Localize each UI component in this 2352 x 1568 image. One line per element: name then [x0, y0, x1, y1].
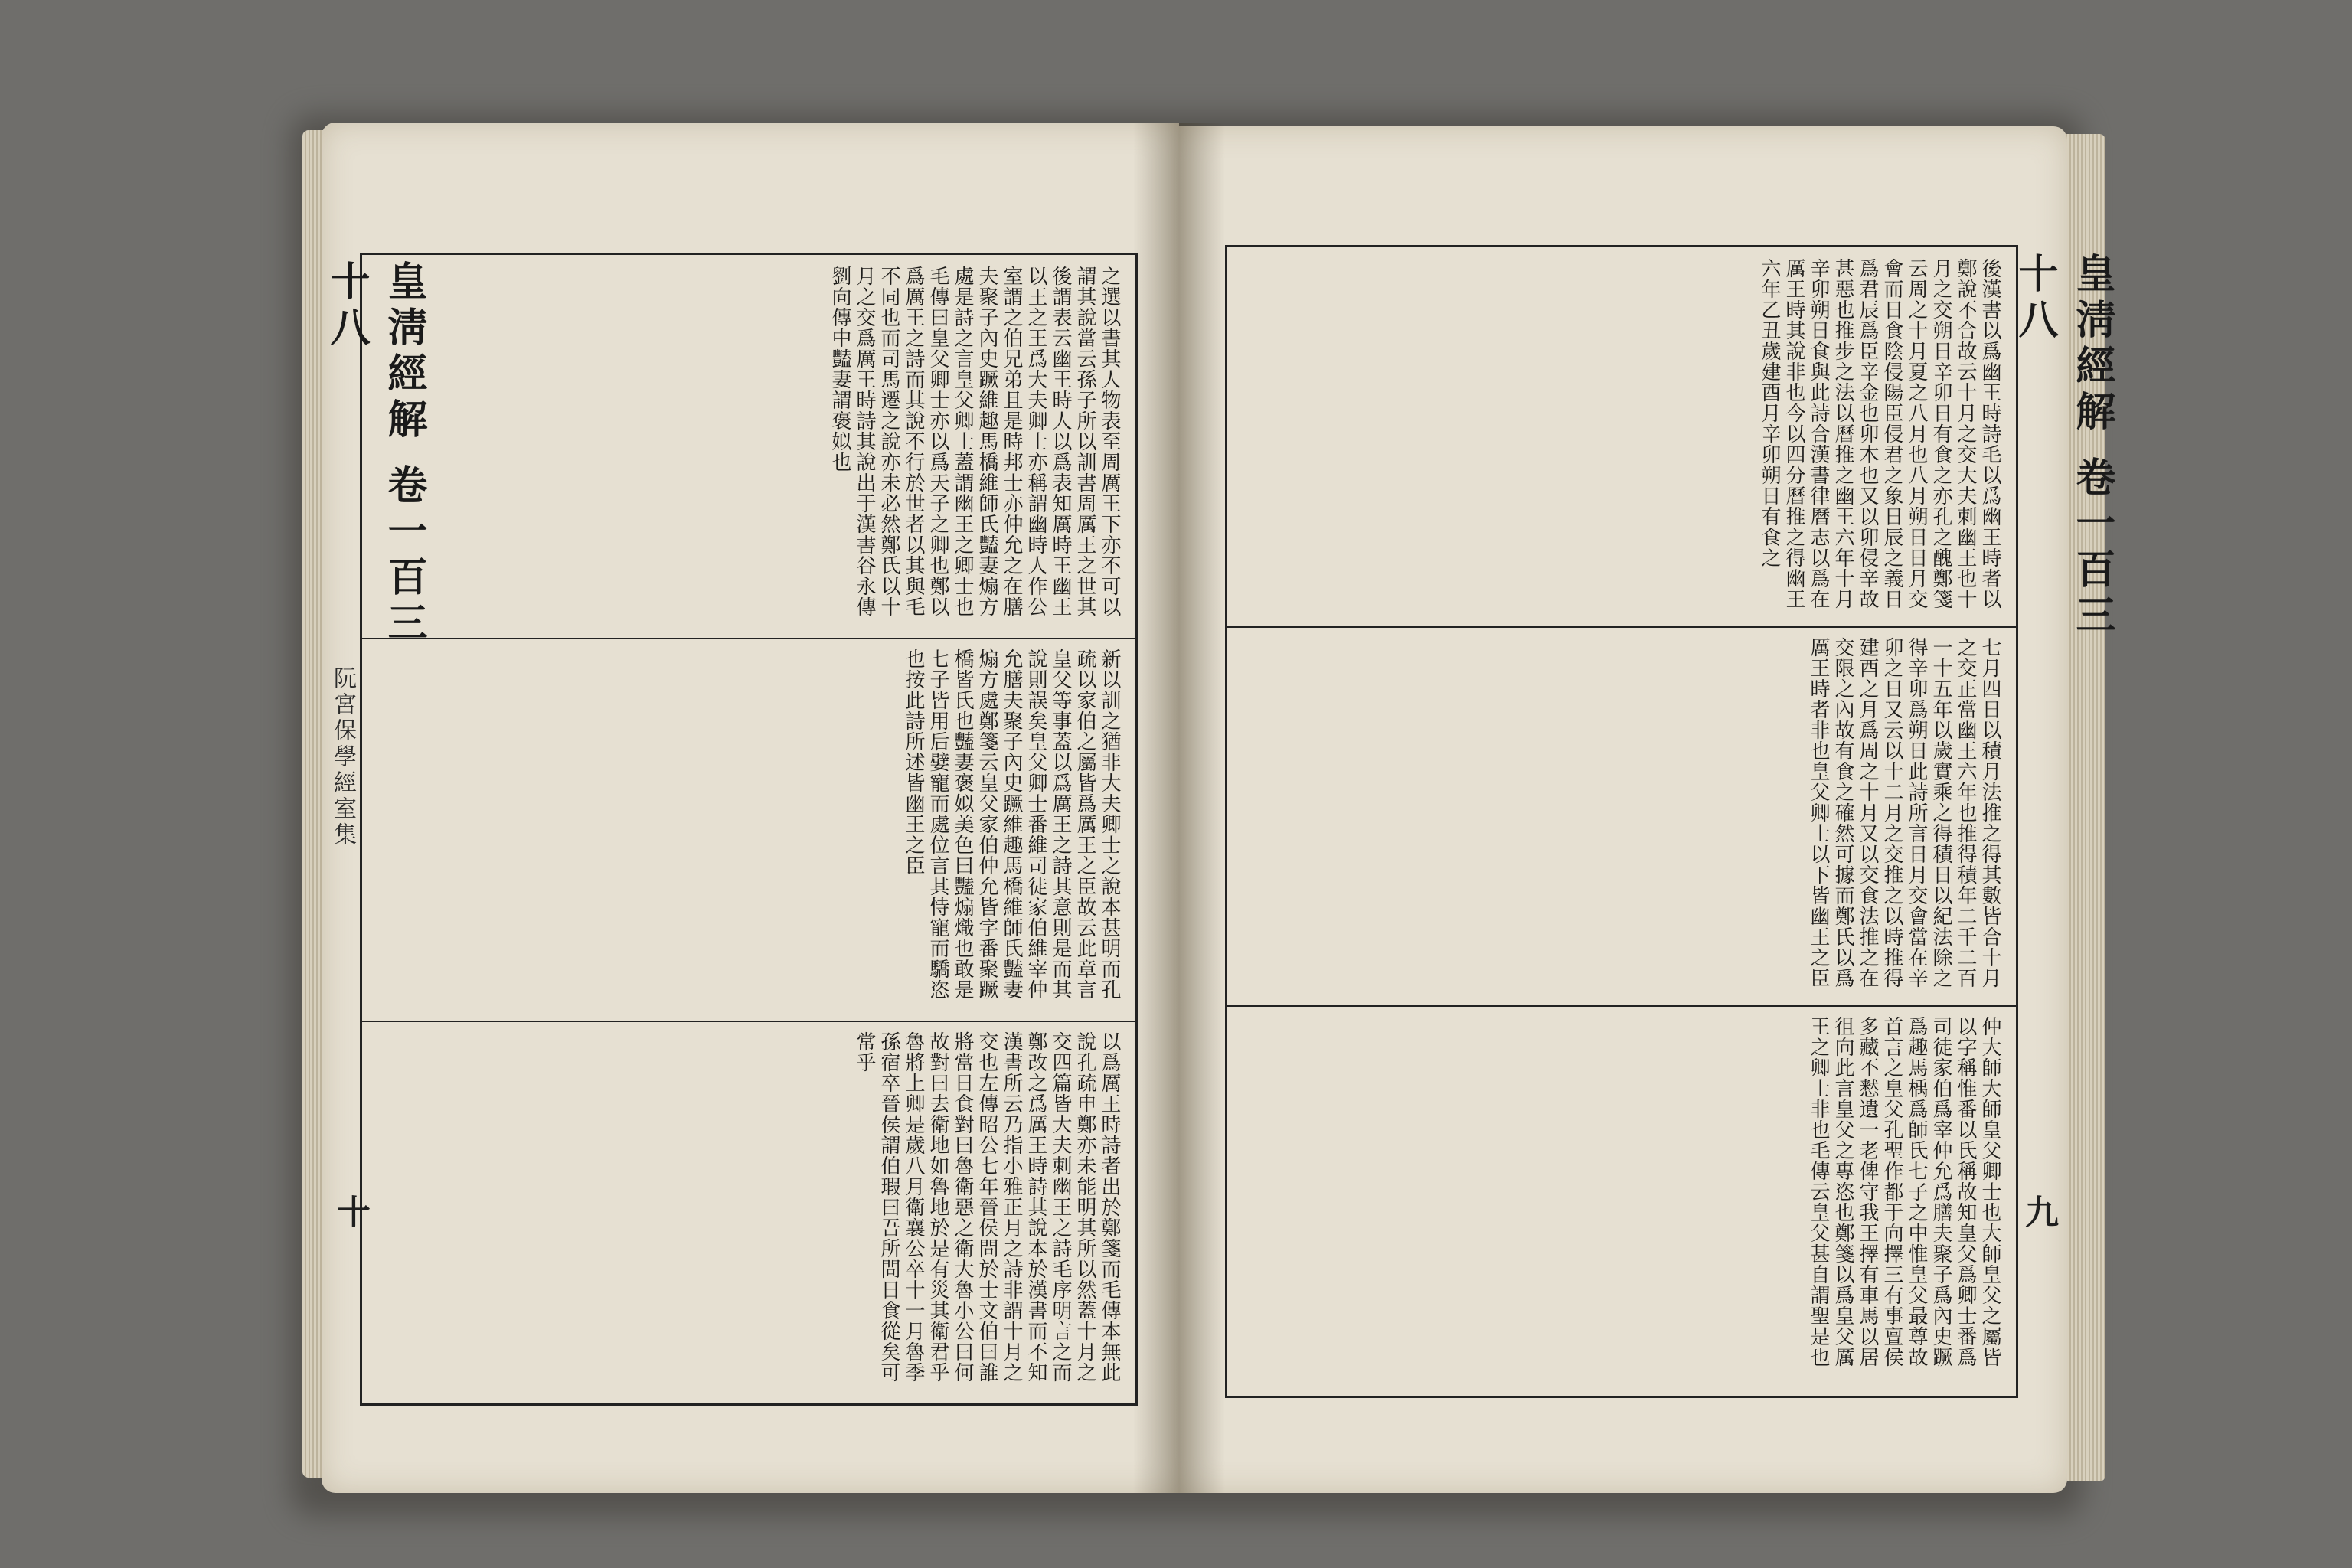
left-page-frame	[360, 253, 1138, 1406]
left-library-mark: 阮宮保學經室集	[329, 666, 356, 848]
right-spine-title: 皇淸經解 卷一百三十八	[2011, 253, 2115, 641]
right-bottom-tier-text: 仲大師大師皇父卿士也大師皇父之屬皆以字稱惟番以氏稱故知皇父爲卿士番爲司徒家伯爲宰仲允爲膳夫聚子爲內史蹶爲趣馬楀爲師氏七子之中惟皇父最尊故首言之皇父孔聖作都于向擇三有事亶侯多藏不慭遺一老俾守我王擇有車馬以居徂向此言皇父之專恣也鄭箋以爲皇父厲王之卿士非也毛傳云皇父甚自謂聖是也	[1807, 1016, 2001, 1367]
left-tier-rule-2	[362, 1021, 1135, 1022]
left-folio-number: 十	[331, 1194, 370, 1228]
left-top-tier-text: 之選以書其人物表至周厲王下亦不可以謂其說當云孫子所以訓書周厲王之世其後謂表云幽王時人以爲表知厲時王幽王以王之王爲大夫卿士亦稱謂幽時人作公室謂之伯兄弟且是時邦士亦仲允之在膳夫聚子內史蹶維趣馬橋維師氏豔妻煽方處是詩之言皇父卿士蓋謂幽王之卿士也毛傳曰皇父卿士亦以爲天子之卿也鄭以爲厲王之詩而其說不行於世者以其與毛不同也而司馬遷之說亦未必然鄭氏以十月之交爲厲王時詩其說出于漢書谷永傳劉向傳中豔妻謂褒姒也	[828, 266, 1121, 617]
left-bottom-tier-text: 以爲厲王時詩者出於鄭箋而毛傳本無此說孔疏申鄭亦未能明其所以然蓋十月之交四篇皆大夫刺幽王之詩毛序明言之而鄭改之爲厲王時詩其說本於漢書而不知漢書所云乃指小雅正月之詩非謂十月之交也左傳昭公七年晉侯問於士文伯曰誰將當日食對曰魯衛惡之衛大魯小公曰何故對曰去衛地如魯地於是有災其衛君乎魯將上卿是歲八月衛襄公卒十一月魯季孫宿卒晉侯謂伯瑕曰吾所問日食從矣可常乎	[853, 1031, 1121, 1383]
left-tier-rule-1	[362, 638, 1135, 639]
left-spine-title: 皇淸經解 卷一百三十八	[323, 260, 427, 648]
left-middle-tier-text: 新以訓之猶非大夫卿士之說本甚明而孔疏以家伯之屬皆爲厲王之臣故云此章言皇父等事蓋以爲厲王之詩其意則是而其說則誤矣皇父卿士番維司徒家伯維宰仲允膳夫聚子內史蹶維趣馬橋維師氏豔妻煽方處鄭箋云皇父家伯仲允皆字番聚蹶橋皆氏也豔妻褒姒美色曰豔煽熾也敢是七子皆用后嬖寵而處位言其恃寵而驕恣也按此詩所述皆幽王之臣	[902, 648, 1121, 1000]
right-middle-tier-text: 七月四日以積月法推之得其數皆合十月之交正當幽王六年也推得積年二千二百一十五年以歲實乘之得積日以紀法除之得辛卯爲朔日此詩所言日月交會當在辛卯之日又云以十二月之交推之以時推得建酉之月爲周之十月又以交食法推之在交限之內故有食之確然可據而鄭氏以爲厲王時者非也皇父卿士以下皆幽王之臣	[1807, 637, 2001, 988]
right-page-frame	[1225, 245, 2018, 1398]
right-top-tier-text: 後漢書以爲幽王時詩毛以爲幽王時者以鄭說不合故云十月之交大夫刺幽王也十月之交朔日辛卯日有食之亦孔之醜鄭箋云周之十月夏之八月也八月朔日日月交會而日食陰侵陽臣侵君之象日辰之義日爲君辰爲臣辛金也卯木也又以卯侵辛故甚惡也推步之法以曆推之幽王六年十月辛卯朔日食與此詩合漢書律曆志以爲在厲王時其說非也今以四分曆推之得幽王六年乙丑歲建酉月辛卯朔日有食之	[1758, 258, 2001, 609]
book-gutter	[1133, 122, 1225, 1493]
right-tier-rule-2	[1227, 1005, 2016, 1007]
right-folio-number: 九	[2019, 1194, 2058, 1228]
right-tier-rule-1	[1227, 626, 2016, 628]
